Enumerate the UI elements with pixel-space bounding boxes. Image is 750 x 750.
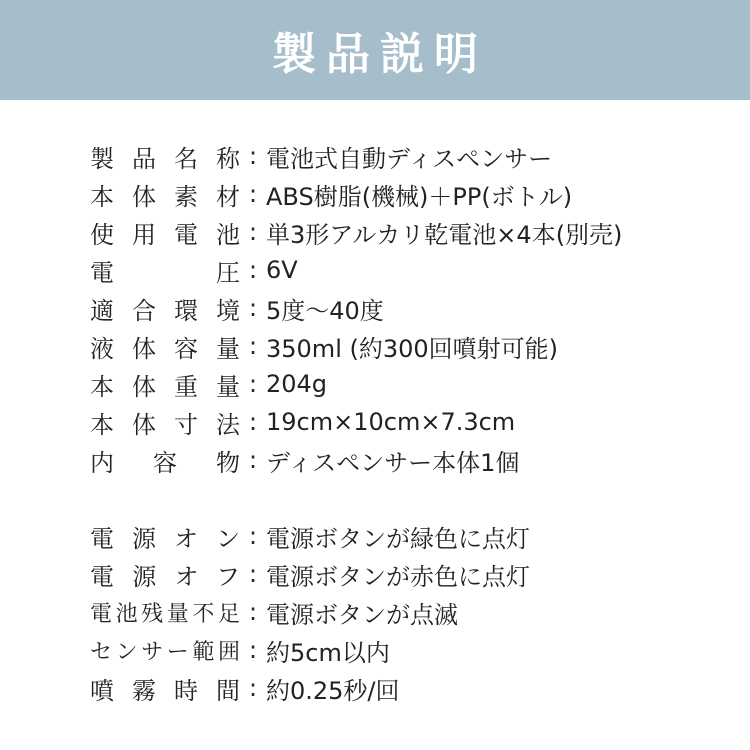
separator: :	[248, 218, 258, 246]
spec-label: 電圧	[90, 258, 240, 287]
separator: :	[248, 560, 258, 588]
spec-label: 本体重量	[90, 372, 240, 401]
spec-row-dimensions	[90, 404, 515, 440]
spec-row-product-name	[90, 138, 552, 174]
spec-value: 単3形アルカリ乾電池×4本(別売)	[266, 220, 623, 249]
spec-row-battery	[90, 214, 622, 250]
op-value: 約5cm以内	[266, 638, 390, 667]
spec-value: 204g	[266, 370, 328, 398]
op-value: 約0.25秒/回	[266, 676, 400, 705]
spec-row-capacity	[90, 328, 558, 364]
spec-value: ABS樹脂(機械)＋PP(ボトル)	[266, 182, 573, 211]
op-label: 噴霧時間	[90, 676, 240, 705]
separator: :	[248, 142, 258, 170]
op-row-spray-time	[90, 670, 400, 706]
separator: :	[248, 636, 258, 664]
separator: :	[248, 256, 258, 284]
op-row-power-on	[90, 518, 530, 554]
spec-row-environment	[90, 290, 384, 326]
spec-label: 内容物	[90, 448, 240, 477]
spec-value: 5度～40度	[266, 296, 384, 325]
separator: :	[248, 180, 258, 208]
op-value: 電源ボタンが緑色に点灯	[266, 524, 530, 553]
spec-row-contents	[90, 442, 519, 478]
spec-value: 電池式自動ディスペンサー	[266, 144, 553, 173]
op-row-power-off	[90, 556, 530, 592]
op-label: 電池残量不足	[90, 601, 240, 627]
header-banner	[0, 0, 750, 100]
separator: :	[248, 446, 258, 474]
spec-row-weight	[90, 366, 327, 402]
spec-row-material	[90, 176, 572, 212]
separator: :	[248, 408, 258, 436]
separator: :	[248, 674, 258, 702]
page-title: 製品説明	[272, 29, 488, 80]
spec-label: 製品名称	[90, 144, 240, 173]
spec-value: 6V	[266, 256, 298, 284]
separator: :	[248, 332, 258, 360]
op-value: 電源ボタンが赤色に点灯	[266, 562, 530, 591]
spec-label: 適合環境	[90, 296, 240, 325]
op-label: 電源オン	[90, 524, 240, 553]
op-row-sensor-range	[90, 632, 390, 668]
op-value: 電源ボタンが点滅	[266, 600, 458, 629]
spec-value: 19cm×10cm×7.3cm	[266, 408, 516, 436]
spec-label: 使用電池	[90, 220, 240, 249]
spec-label: 本体素材	[90, 182, 240, 211]
op-row-low-battery	[90, 594, 458, 630]
separator: :	[248, 598, 258, 626]
op-label: センサー範囲	[90, 639, 240, 665]
spec-row-voltage	[90, 252, 298, 288]
spec-value: 350ml (約300回噴射可能)	[266, 334, 559, 363]
separator: :	[248, 522, 258, 550]
spec-label: 液体容量	[90, 334, 240, 363]
spec-label: 本体寸法	[90, 410, 240, 439]
separator: :	[248, 294, 258, 322]
op-label: 電源オフ	[90, 562, 240, 591]
spec-value: ディスペンサー本体1個	[266, 448, 520, 477]
separator: :	[248, 370, 258, 398]
